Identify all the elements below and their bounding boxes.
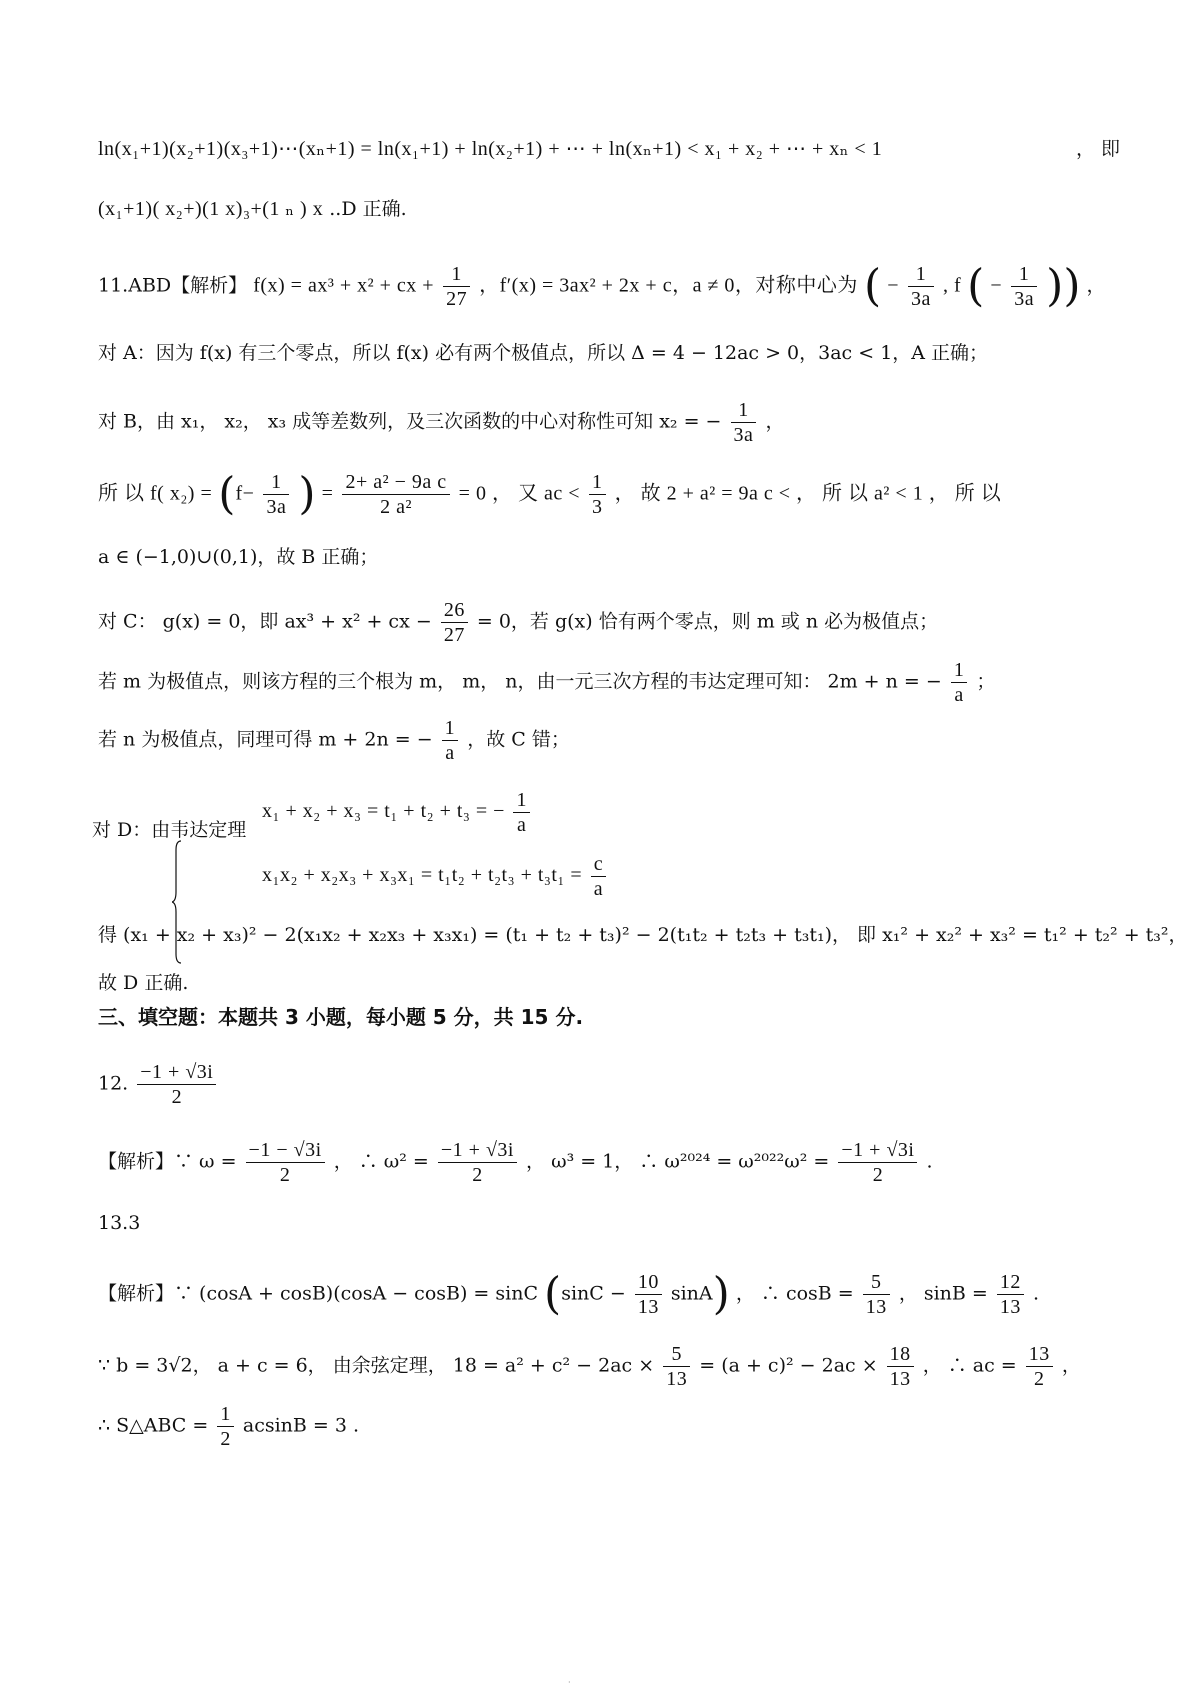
option-c-text: 对 C： g(x) = 0，即 ax³ + x² + cx − xyxy=(98,610,432,633)
minus-sign: − xyxy=(887,274,899,297)
denominator: 3a xyxy=(266,496,287,518)
numerator: 5 xyxy=(663,1342,690,1367)
q12-label: 12. xyxy=(98,1072,129,1095)
frac-1-3 xyxy=(589,470,606,519)
denominator: 3a xyxy=(911,288,931,310)
sin-a: sinA xyxy=(670,1282,713,1305)
denominator: 2 xyxy=(1034,1368,1045,1390)
comma: ， xyxy=(1061,1354,1081,1377)
vieta-row-2-text: x₁x₂ + x₂x₃ + x₃x₁ = t₁t₂ + t₂t₃ + t₃t₁ = xyxy=(262,864,583,887)
f-label: f xyxy=(235,482,243,505)
q11-label: 11.ABD【解析】 xyxy=(98,274,248,297)
equals-sign: = xyxy=(321,482,334,505)
omega-result-fraction xyxy=(838,1138,917,1187)
cosine-law-text: ∵ b = 3√2， a + c = 6， 由余弦定理， 18 = a² + c² − 2ac × xyxy=(98,1354,655,1377)
denominator: a xyxy=(593,878,604,900)
denominator: 2 a² xyxy=(380,496,412,518)
area-result: acsinB = 3 . xyxy=(242,1414,360,1437)
product-line xyxy=(98,194,1120,224)
case-m-text: 若 m 为极值点，则该方程的三个根为 m， m， n，由一元三次方程的韦达定理可知： 2m + n = − xyxy=(98,670,942,693)
numerator: 5 xyxy=(863,1270,890,1295)
denominator: a xyxy=(954,684,964,706)
option-b-line xyxy=(98,398,1120,447)
denominator: 2 xyxy=(872,1164,884,1186)
vieta-row-2 xyxy=(262,852,1120,901)
conclusion-text: ， 故 2 + a² = 9a c < ， 所 以 a² < 1 ， 所 以 xyxy=(614,482,1002,505)
frac-13-2 xyxy=(1026,1342,1053,1391)
area-label: ∴ S△ABC = xyxy=(98,1414,209,1437)
cos-product: 【解析】∵ (cosA + cosB)(cosA − cosB) = sinC xyxy=(98,1282,538,1305)
numerator: 26 xyxy=(441,598,468,623)
numerator: 12 xyxy=(997,1270,1024,1295)
minus-sign: − xyxy=(990,274,1003,297)
numerator: 2+ a² − 9a c xyxy=(342,470,449,495)
numerator: 1 xyxy=(217,1402,234,1427)
numerator: 1 xyxy=(589,470,606,495)
numerator: c xyxy=(591,852,606,877)
center-fraction-y xyxy=(1011,262,1037,311)
case-n-conclusion: ，故 C 错； xyxy=(467,728,570,751)
frac-c-a xyxy=(591,852,606,901)
numerator: 1 xyxy=(442,716,459,741)
numerator: −1 − √3i xyxy=(246,1138,325,1163)
comma: ， xyxy=(765,410,785,433)
q12-solution-line xyxy=(98,1138,1120,1187)
close-paren-inner: ) xyxy=(1046,260,1064,312)
numerator: −1 + √3i xyxy=(137,1060,216,1085)
close-paren: ) xyxy=(298,468,316,520)
frac-1-2 xyxy=(217,1402,234,1451)
numerator: 1 xyxy=(443,262,470,287)
option-c-tail: = 0，若 g(x) 恰有两个零点，则 m 或 n 必为极值点； xyxy=(476,610,939,633)
option-c-line xyxy=(98,598,1120,647)
inequality-line xyxy=(98,134,1120,164)
denominator: 27 xyxy=(443,624,465,646)
frac-18-13 xyxy=(887,1342,914,1391)
minus-sign: − xyxy=(242,482,255,505)
inequality-tail: ， 即 xyxy=(1075,138,1120,160)
frac-10-13 xyxy=(635,1270,662,1319)
ac-less: = 0 ， 又 ac < xyxy=(458,482,580,505)
denominator: 2 xyxy=(279,1164,291,1186)
open-paren-inner: ( xyxy=(967,260,985,312)
product-math: (x₁+1)( x₂+)(1 x)₃+(1 ₙ ) x xyxy=(98,198,324,220)
period: . xyxy=(1032,1282,1039,1305)
denominator: a xyxy=(517,814,527,836)
denominator: 13 xyxy=(999,1296,1021,1318)
sum-squares-line: 得 (x₁ + x₂ + x₃)² − 2(x₁x₂ + x₂x₃ + x₃x₁) = (t₁ + t₂ + t₃)² − 2(t₁t₂ + t₂t₃ + t₃t₁)， 即 x₁² + x₂² + x₃² = t₁² + t₂² + t₃²， xyxy=(98,924,1188,946)
numerator: 18 xyxy=(887,1342,914,1367)
x2-fraction xyxy=(731,398,757,447)
q11-header-line xyxy=(98,262,1120,311)
numerator: 1 xyxy=(731,398,757,423)
numerator: −1 + √3i xyxy=(838,1138,917,1163)
denominator: 27 xyxy=(446,288,468,310)
q11-function: f(x) = ax³ + x² + cx + xyxy=(253,274,435,297)
q12-answer-line xyxy=(98,1060,1120,1109)
frac-5-13 xyxy=(663,1342,690,1391)
option-b-text: 对 B，由 x₁， x₂， x₃ 成等差数列，及三次函数的中心对称性可知 x₂ = − xyxy=(98,410,722,433)
period: . xyxy=(926,1150,933,1173)
frac-expression xyxy=(342,470,449,519)
case-n-line xyxy=(98,716,1120,765)
semicolon: ； xyxy=(976,670,996,693)
open-paren: ( xyxy=(218,468,236,520)
numerator: 1 xyxy=(951,658,968,683)
denominator: 2 xyxy=(472,1164,483,1186)
denominator: 13 xyxy=(865,1296,887,1318)
frac-5-13 xyxy=(863,1270,890,1319)
frac-26-27 xyxy=(441,598,468,647)
frac-1-a xyxy=(513,788,530,837)
option-b-derivation-line xyxy=(98,470,1120,519)
frac-1-3a xyxy=(263,470,289,519)
sin-c: sinC − xyxy=(561,1282,626,1305)
close-paren: ) xyxy=(1063,260,1081,312)
q13-answer-line: 13.3 xyxy=(98,1212,141,1234)
open-paren: ( xyxy=(863,260,882,312)
denominator: 2 xyxy=(171,1086,183,1108)
option-d-result: 故 D 正确. xyxy=(98,972,189,994)
numerator: 1 xyxy=(1011,262,1037,287)
expansion: = (a + c)² − 2ac × xyxy=(699,1354,878,1377)
denominator: 13 xyxy=(666,1368,688,1390)
inequality-math: ln(x₁+1)(x₂+1)(x₃+1)⋯(xₙ+1) = ln(x₁+1) + ln(x₂+1) + ⋯ + ln(xₙ+1) < x₁ + x₂ + ⋯ + xₙ < 1 xyxy=(98,138,883,160)
denominator: 3a xyxy=(733,424,754,446)
comma: ， xyxy=(1086,274,1106,297)
footer-mark: · xyxy=(568,1678,571,1687)
case-m-line xyxy=(98,658,1120,707)
sin-b: ， sinB = xyxy=(898,1282,988,1305)
area-line xyxy=(98,1402,1120,1451)
denominator: 13 xyxy=(637,1296,659,1318)
open-paren: ( xyxy=(544,1268,562,1320)
case-n-text: 若 n 为极值点，同理可得 m + 2n = − xyxy=(98,728,433,751)
q12-solution-start: 【解析】∵ ω = xyxy=(98,1150,237,1173)
vieta-row-1-text: x₁ + x₂ + x₃ = t₁ + t₂ + t₃ = − xyxy=(262,800,505,823)
numerator: 13 xyxy=(1026,1342,1053,1367)
omega-squared-fraction xyxy=(438,1138,517,1187)
q12-answer-fraction xyxy=(137,1060,216,1109)
option-b-result-line: a ∈ (−1,0)∪(0,1)，故 B 正确； xyxy=(98,546,379,568)
product-conclusion: ..D 正确. xyxy=(329,198,407,220)
omega-power: ， ω³ = 1， ∴ ω²⁰²⁴ = ω²⁰²²ω² = xyxy=(526,1150,830,1173)
ac-result: ， ∴ ac = xyxy=(922,1354,1017,1377)
f-x2: 所 以 f( x₂) = xyxy=(98,482,213,505)
frac-1-a xyxy=(442,716,459,765)
option-a-line: 对 A：因为 f(x) 有三个零点，所以 f(x) 必有两个极值点，所以 Δ = 4 − 12ac > 0，3ac < 1，A 正确； xyxy=(98,342,989,364)
frac-12-13 xyxy=(997,1270,1024,1319)
center-fraction-x xyxy=(908,262,934,311)
numerator: −1 + √3i xyxy=(438,1138,517,1163)
denominator: a xyxy=(445,742,455,764)
denominator: 3a xyxy=(1014,288,1035,310)
q13-solution-line xyxy=(98,1270,1120,1319)
vieta-row-1 xyxy=(262,788,1120,837)
denominator: 13 xyxy=(889,1368,911,1390)
vieta-label-text: 对 D：由韦达定理 xyxy=(92,819,247,841)
omega-fraction xyxy=(246,1138,325,1187)
center-f: , f xyxy=(942,274,962,297)
frac-1-a xyxy=(951,658,968,707)
vieta-label-position xyxy=(92,815,246,842)
omega-squared: ， ∴ ω² = xyxy=(333,1150,429,1173)
section-heading: 三、填空题：本题共 3 小题，每小题 5 分，共 15 分. xyxy=(98,1005,584,1029)
numerator: 1 xyxy=(908,262,934,287)
close-paren: ) xyxy=(712,1268,730,1320)
denominator: 3 xyxy=(592,496,603,518)
denominator: 2 xyxy=(220,1428,231,1450)
cos-b: ， ∴ cosB = xyxy=(735,1282,854,1305)
cosine-law-line xyxy=(98,1342,1120,1391)
numerator: 10 xyxy=(635,1270,662,1295)
q11-derivative: ，f′(x) = 3ax² + 2x + c，a ≠ 0，对称中心为 xyxy=(479,274,858,297)
numerator: 1 xyxy=(513,788,530,813)
q11-fraction xyxy=(443,262,470,311)
numerator: 1 xyxy=(263,470,289,495)
